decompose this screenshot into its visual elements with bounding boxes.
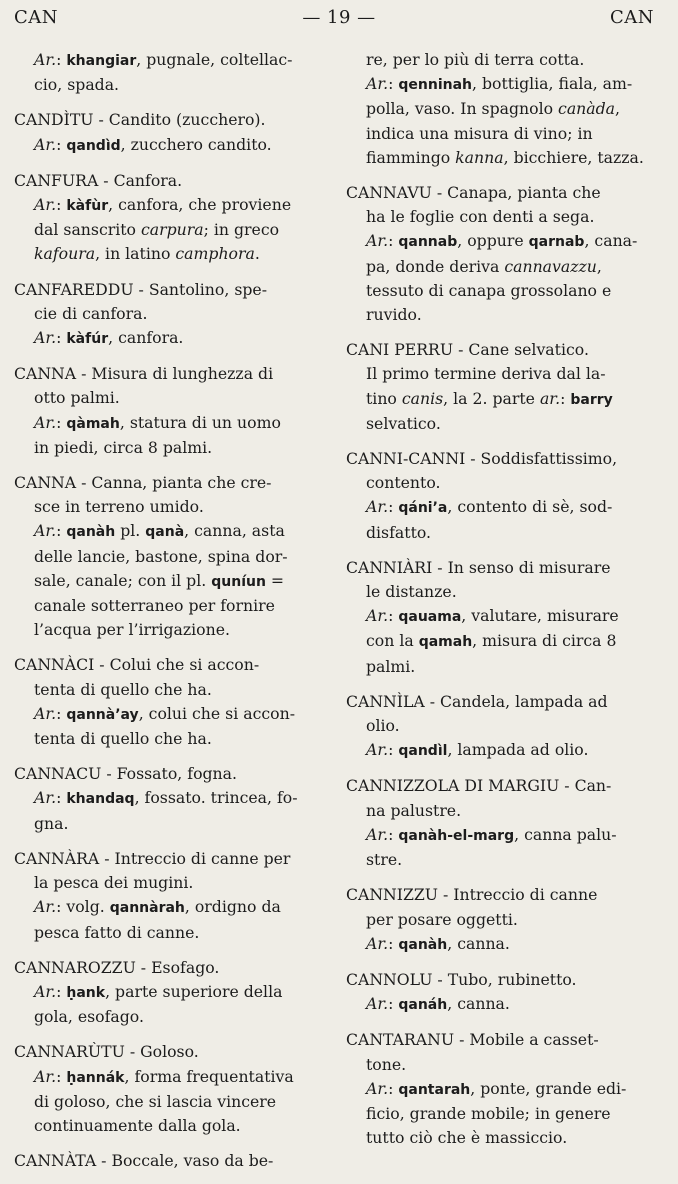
entry-text-line [346, 799, 658, 823]
text-run: , ponte, grande edi- [470, 1078, 627, 1098]
text-run: , fossato. trincea, fo- [134, 788, 298, 808]
entry-text-line [14, 569, 332, 594]
italic-text: Ar. [34, 50, 57, 69]
text-run: , misura di circa 8 [472, 631, 617, 651]
text-run: , parte superiore della [105, 981, 283, 1001]
etymology-line [14, 326, 332, 351]
text-run: tutto ciò che è massiccio. [366, 1128, 568, 1148]
headword-line [346, 447, 658, 471]
text-run: : [56, 788, 67, 808]
text-run: con la [366, 631, 419, 651]
dictionary-entry [346, 774, 658, 872]
text-run: contento. [366, 473, 441, 493]
entry-text-line [14, 1005, 332, 1029]
italic-text: Ar. [366, 994, 389, 1014]
etymology-line [14, 133, 332, 158]
text-run: CANNACU - Fossato, fogna. [14, 764, 237, 784]
text-run: na palustre. [366, 800, 462, 820]
headword-line [14, 762, 332, 786]
etymology-line [14, 519, 332, 544]
text-run: , pugnale, coltellac- [136, 50, 293, 69]
text-run: tone. [366, 1054, 407, 1074]
italic-text: Ar. [34, 134, 57, 154]
italic-text: carpura [141, 220, 204, 240]
etymology-line [14, 702, 332, 727]
dictionary-entry [346, 1028, 658, 1150]
text-run: canale sotterraneo per fornire [34, 596, 275, 616]
etymology-line [14, 895, 332, 920]
text-run: sale, canale; con il pl. [34, 570, 212, 590]
entry-text-line [14, 727, 332, 751]
text-run: CANNI-CANNI - Soddisfattissimo, [346, 449, 618, 469]
text-run: CANDÌTU - Candito (zucchero). [14, 110, 266, 130]
entry-text-line [346, 580, 658, 604]
etymology-line [346, 992, 658, 1017]
text-run: CANI PERRU - Cane selvatico. [346, 340, 589, 360]
text-run: fiammingo [366, 147, 456, 167]
dictionary-entry [14, 362, 332, 460]
text-run: , oppure [457, 231, 529, 251]
headword-line [14, 653, 332, 677]
text-run: CANNOLU - Tubo, rubinetto. [346, 969, 577, 989]
text-run: pesca fatto di canne. [34, 922, 200, 942]
etymology-line [346, 72, 658, 97]
arabic-word: qantarah [398, 1081, 471, 1098]
text-run: dal sanscrito [34, 220, 141, 240]
italic-text: Ar. [34, 981, 57, 1001]
entry-text-line [14, 545, 332, 569]
entry-text-line [14, 871, 332, 895]
arabic-word: qarnab [528, 234, 585, 251]
text-run: CANNÀCI - Colui che si accon- [14, 655, 260, 675]
dictionary-entry [346, 556, 658, 679]
headword-line [346, 556, 658, 580]
entry-text-line [14, 1114, 332, 1138]
text-run: , canna. [447, 933, 510, 953]
dictionary-entry [14, 956, 332, 1030]
text-run: , [615, 99, 621, 119]
text-run: : volg. [56, 897, 110, 917]
dictionary-entry [14, 1040, 332, 1138]
entry-text-line [346, 1102, 658, 1126]
headword-line [14, 362, 332, 386]
arabic-word: qandìl [398, 743, 448, 760]
text-run: CANFURA - Canfora. [14, 170, 183, 190]
arabic-word: qannàrah [109, 900, 185, 917]
etymology-line [346, 738, 658, 763]
italic-text: camphora [175, 244, 255, 264]
italic-text: Ar. [34, 897, 57, 917]
etymology-line [346, 823, 658, 848]
text-run: CANTARANU - Mobile a casset- [346, 1030, 599, 1050]
entry-text-line [346, 412, 658, 436]
text-run: : [388, 606, 399, 626]
text-run: , contento di sè, sod- [447, 497, 613, 517]
text-run: CANNÀRA - Intreccio di canne per [14, 848, 291, 868]
italic-text: kanna [455, 147, 504, 167]
italic-text: Ar. [34, 195, 57, 215]
italic-text: kafoura [34, 244, 96, 264]
arabic-word: qenninah [398, 77, 473, 94]
text-run: CANNÌLA - Candela, lampada ad [346, 691, 608, 711]
text-run: in piedi, circa 8 palmi. [34, 437, 213, 457]
text-run: , forma frequentativa [124, 1066, 294, 1086]
text-run: delle lancie, bastone, spina dor- [34, 546, 288, 566]
italic-text: Ar. [34, 1066, 57, 1086]
dictionary-entry [346, 883, 658, 957]
left-column [14, 48, 332, 1184]
text-run: : [56, 195, 67, 215]
text-run: CANFAREDDU - Santolino, spe- [14, 279, 268, 299]
text-run: cie di canfora. [34, 303, 148, 323]
text-run: continuamente dalla gola. [34, 1115, 241, 1135]
text-run: palmi. [366, 656, 416, 676]
right-column [346, 48, 658, 1161]
arabic-word: qanàh [398, 936, 448, 953]
dictionary-entry [14, 169, 332, 267]
arabic-word: qannà’ay [66, 706, 139, 723]
italic-text: Ar. [366, 74, 389, 94]
dictionary-entry [14, 108, 332, 157]
text-run: , la 2. parte [443, 388, 540, 408]
text-run: , colui che si accon- [138, 703, 296, 723]
headword-line [346, 968, 658, 992]
text-run: : [56, 50, 67, 69]
dictionary-entry [14, 847, 332, 945]
text-run: Il primo termine deriva dal la- [366, 364, 606, 384]
text-run: disfatto. [366, 522, 432, 542]
header-left-guide: CAN [14, 7, 59, 28]
italic-text: Ar. [34, 788, 57, 808]
text-run: gna. [34, 813, 69, 833]
headword-line [14, 1149, 332, 1173]
etymology-line [346, 932, 658, 957]
text-run: polla, vaso. In spagnolo [366, 99, 559, 119]
text-run: olio. [366, 716, 400, 736]
entry-text-line [14, 678, 332, 702]
arabic-word: kàfùr [66, 198, 109, 215]
entry-text-line [346, 48, 658, 72]
headword-line [14, 169, 332, 193]
text-run: pa, donde deriva [366, 256, 505, 276]
arabic-word: qauama [398, 609, 462, 626]
dictionary-entry [14, 762, 332, 836]
dictionary-entry [346, 48, 658, 170]
headword-line [14, 847, 332, 871]
text-run: . [254, 244, 260, 264]
arabic-word: quníun [211, 573, 266, 590]
text-run: : [388, 497, 399, 517]
entry-text-line [346, 255, 658, 279]
entry-text-line [14, 618, 332, 642]
entry-text-line [346, 122, 658, 146]
etymology-line [14, 193, 332, 218]
entry-text-line [14, 218, 332, 242]
entry-text-line [346, 362, 658, 386]
text-run: : [388, 994, 399, 1014]
arabic-word: qáni’a [398, 500, 448, 517]
entry-text-line [14, 242, 332, 266]
entry-text-line [346, 279, 658, 303]
text-run: l’acqua per l’irrigazione. [34, 620, 230, 640]
entry-text-line [346, 908, 658, 932]
italic-text: Ar. [366, 606, 389, 626]
arabic-word: ḥannák [66, 1069, 125, 1086]
etymology-line [346, 495, 658, 520]
italic-text: cannavazzu [504, 256, 597, 276]
text-run: : [56, 134, 67, 154]
dictionary-entry [14, 1149, 332, 1173]
etymology-line [14, 48, 332, 73]
text-run: tessuto di canapa grossolano e [366, 280, 612, 300]
text-run: = [265, 570, 285, 590]
text-run: cio, spada. [34, 75, 120, 95]
headword-line [346, 181, 658, 205]
text-run: , cana- [584, 231, 638, 251]
text-run: CANNA - Misura di lunghezza di [14, 364, 274, 384]
arabic-word: qàmah [66, 415, 120, 432]
text-run: ruvido. [366, 305, 422, 325]
header-right-guide: CAN [609, 7, 654, 28]
text-run: : [56, 981, 67, 1001]
text-run: , bicchiere, tazza. [503, 147, 644, 167]
dictionary-entry [14, 653, 332, 751]
italic-text: Ar. [366, 933, 389, 953]
entry-text-line [346, 471, 658, 495]
arabic-word: qanàh [66, 524, 116, 541]
text-run: indica una misura di vino; in [366, 123, 593, 143]
entry-text-line [14, 73, 332, 97]
text-run: : [388, 740, 399, 760]
text-run: , ordigno da [184, 897, 281, 917]
etymology-line [346, 229, 658, 254]
entry-text-line [346, 629, 658, 654]
etymology-line [346, 1077, 658, 1102]
text-run: le distanze. [366, 582, 457, 602]
italic-text: Ar. [34, 412, 57, 432]
entry-text-line [346, 848, 658, 872]
entry-text-line [346, 521, 658, 545]
text-run: , canna palu- [514, 824, 617, 844]
italic-text: Ar. [34, 521, 57, 541]
text-run: , zucchero candito. [120, 134, 272, 154]
arabic-word: kàfúr [66, 331, 109, 348]
page-number: — 19 — [302, 7, 376, 28]
etymology-line [14, 980, 332, 1005]
text-run: , bottiglia, fiala, am- [472, 74, 633, 94]
headword-line [346, 690, 658, 714]
entry-text-line [14, 921, 332, 945]
italic-text: Ar. [366, 1078, 389, 1098]
headword-line [346, 338, 658, 362]
italic-text: ar. [539, 388, 561, 408]
text-run: , in latino [95, 244, 176, 264]
text-run: la pesca dei mugini. [34, 873, 194, 893]
text-run: , statura di un uomo [119, 412, 281, 432]
entry-text-line [14, 302, 332, 326]
headword-line [346, 774, 658, 798]
entry-text-line [14, 812, 332, 836]
arabic-word: qanáh [398, 997, 448, 1014]
text-run: , canfora, che proviene [108, 195, 292, 215]
text-run: , [596, 256, 602, 276]
text-run: , canna, asta [184, 521, 285, 541]
text-run: : [56, 521, 67, 541]
arabic-word: ḥank [66, 984, 106, 1001]
headword-line [346, 883, 658, 907]
text-run: : [388, 824, 399, 844]
italic-text: Ar. [366, 740, 389, 760]
text-run: tino [366, 388, 402, 408]
text-run: : [388, 1078, 399, 1098]
text-run: CANNARÙTU - Goloso. [14, 1042, 199, 1062]
text-run: tenta di quello che ha. [34, 679, 212, 699]
arabic-word: qanà [145, 524, 185, 541]
entry-text-line [14, 1090, 332, 1114]
dictionary-entry [346, 968, 658, 1017]
entry-text-line [14, 495, 332, 519]
italic-text: canis [401, 388, 444, 408]
entry-text-line [346, 1126, 658, 1150]
text-run: re, per lo più di terra cotta. [366, 50, 585, 69]
italic-text: Ar. [366, 824, 389, 844]
entry-text-line [346, 303, 658, 327]
text-run: ; in greco [203, 220, 280, 240]
text-run: CANNIZZU - Intreccio di canne [346, 885, 598, 905]
text-run: : [388, 933, 399, 953]
text-run: : [388, 231, 399, 251]
entry-text-line [14, 386, 332, 410]
text-run: CANNIÀRI - In senso di misurare [346, 557, 611, 577]
text-run: sce in terreno umido. [34, 497, 204, 517]
entry-text-line [346, 387, 658, 412]
headword-line [14, 1040, 332, 1064]
etymology-line [14, 411, 332, 436]
italic-text: Ar. [34, 328, 57, 348]
italic-text: Ar. [34, 703, 57, 723]
dictionary-entry [346, 690, 658, 764]
headword-line [14, 956, 332, 980]
entry-text-line [346, 1053, 658, 1077]
arabic-word: qandìd [66, 137, 121, 154]
entry-text-line [346, 205, 658, 229]
entry-text-line [346, 655, 658, 679]
italic-text: Ar. [366, 231, 389, 251]
text-run: CANNAROZZU - Esofago. [14, 957, 220, 977]
headword-line [14, 471, 332, 495]
arabic-word: qamah [418, 634, 473, 651]
text-run: : [560, 388, 571, 408]
text-run: CANNAVU - Canapa, pianta che [346, 183, 601, 203]
etymology-line [346, 604, 658, 629]
text-run: : [56, 328, 67, 348]
text-run: per posare oggetti. [366, 909, 518, 929]
text-run: pl. [115, 521, 146, 541]
arabic-word: qannab [398, 234, 458, 251]
text-run: : [388, 74, 399, 94]
entry-text-line [346, 714, 658, 738]
text-run: , canna. [447, 994, 510, 1014]
etymology-line [14, 786, 332, 811]
arabic-word: barry [570, 391, 613, 408]
text-run: selvatico. [366, 413, 441, 433]
text-run: CANNÀTA - Boccale, vaso da be- [14, 1151, 274, 1171]
dictionary-entry [14, 48, 332, 97]
entry-text-line [346, 146, 658, 170]
text-run: otto palmi. [34, 388, 120, 408]
dictionary-entry [346, 181, 658, 327]
entry-text-line [14, 436, 332, 460]
headword-line [14, 108, 332, 132]
text-run: stre. [366, 850, 403, 870]
text-run: , valutare, misurare [461, 606, 619, 626]
text-run: ha le foglie con denti a sega. [366, 207, 595, 227]
text-run: CANNA - Canna, pianta che cre- [14, 473, 272, 493]
text-run: : [56, 703, 67, 723]
headword-line [14, 278, 332, 302]
text-run: , canfora. [108, 328, 184, 348]
text-run: : [56, 1066, 67, 1086]
running-header [0, 0, 678, 40]
arabic-word: khandaq [66, 791, 135, 808]
text-run: ficio, grande mobile; in genere [366, 1103, 611, 1123]
text-run: di goloso, che si lascia vincere [34, 1091, 277, 1111]
text-run: gola, esofago. [34, 1007, 144, 1027]
entry-text-line [346, 97, 658, 121]
text-run: : [56, 412, 67, 432]
arabic-word: qanàh-el-marg [398, 827, 515, 844]
headword-line [346, 1028, 658, 1052]
entry-text-line [14, 594, 332, 618]
text-run: tenta di quello che ha. [34, 729, 212, 749]
dictionary-entry [346, 447, 658, 545]
italic-text: canàda [558, 99, 616, 119]
text-run: CANNIZZOLA DI MARGIU - Can- [346, 776, 612, 796]
arabic-word: khangiar [66, 53, 137, 69]
dictionary-entry [14, 471, 332, 642]
etymology-line [14, 1065, 332, 1090]
italic-text: Ar. [366, 497, 389, 517]
dictionary-entry [14, 278, 332, 352]
text-run: , lampada ad olio. [447, 740, 589, 760]
dictionary-entry [346, 338, 658, 436]
